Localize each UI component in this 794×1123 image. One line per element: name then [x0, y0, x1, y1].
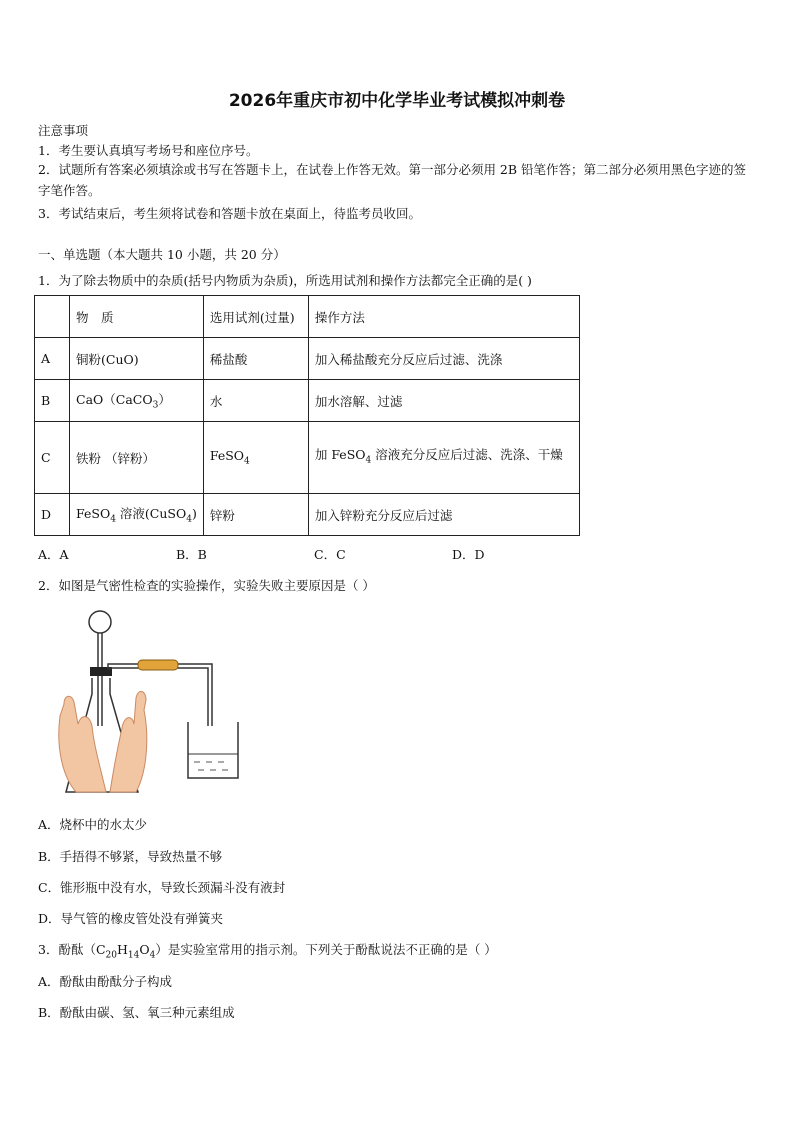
page-title: 2026年重庆市初中化学毕业考试模拟冲刺卷: [228, 91, 566, 111]
q2-option-c: C．锥形瓶中没有水，导致长颈漏斗没有液封: [38, 880, 286, 895]
section-heading: 一、单选题（本大题共 10 小题，共 20 分）: [38, 247, 286, 262]
q1-option-d: D．D: [452, 547, 485, 562]
table-row: [35, 494, 580, 536]
apparatus-illustration: [52, 606, 252, 796]
row-method: 加 FeSO$_4$ 溶液充分反应后过滤、洗涤、干燥: [308, 422, 579, 494]
row-reagent: 稀盐酸: [203, 338, 308, 380]
row-substance: 铜粉(CuO): [70, 338, 204, 380]
table-header-cell: 选用试剂(过量): [203, 296, 308, 338]
q2-option-a: A．烧杯中的水太少: [38, 817, 148, 832]
notice-item-2: 2．试题所有答案必须填涂或书写在答题卡上，在试卷上作答无效。第一部分必须用 2B 铅笔作答；第二部分必须用黑色字迹的签字笔作答。: [38, 162, 747, 198]
table-header-cell: 操作方法: [308, 296, 579, 338]
row-method: 加入锌粉充分反应后过滤: [308, 494, 579, 536]
table-row: [35, 422, 580, 494]
row-reagent: 水: [203, 380, 308, 422]
table-header-cell: 物 质: [70, 296, 204, 338]
table-header-cell: [35, 296, 70, 338]
notice-heading: 注意事项: [38, 123, 89, 138]
airtightness-figure: [52, 606, 252, 796]
notice-item-3: 3．考试结束后，考生须将试卷和答题卡放在桌面上，待监考员收回。: [38, 206, 421, 221]
row-substance: CaO（CaCO$_3$）: [70, 380, 204, 422]
row-method: 加入稀盐酸充分反应后过滤、洗涤: [308, 338, 579, 380]
row-substance: FeSO$_4$ 溶液(CuSO$_4$): [70, 494, 204, 536]
table-header-row: [35, 296, 580, 338]
q1-option-c: C．C: [314, 547, 346, 562]
q2-option-b: B．手捂得不够紧，导致热量不够: [38, 849, 223, 864]
table-row: [35, 338, 580, 380]
row-method: 加水溶解、过滤: [308, 380, 579, 422]
row-key: B: [35, 380, 70, 422]
q3-stem: 3．酚酞$(C_{20}H_{14}O_4)$是实验室常用的指示剂。下列关于酚酞说法不正确的是（ ）: [38, 942, 497, 961]
row-substance: 铁粉 （锌粉）: [70, 422, 204, 494]
q3-option-a: A．酚酞由酚酞分子构成: [38, 974, 173, 989]
row-key: D: [35, 494, 70, 536]
row-reagent: FeSO$_4$: [203, 422, 308, 494]
row-reagent: 锌粉: [203, 494, 308, 536]
row-key: C: [35, 422, 70, 494]
q2-stem: 2．如图是气密性检查的实验操作，实验失败主要原因是（ ）: [38, 578, 375, 593]
q1-option-a: A．A: [38, 547, 69, 562]
row-key: A: [35, 338, 70, 380]
q2-option-d: D．导气管的橡皮管处没有弹簧夹: [38, 911, 224, 926]
q3-option-b: B．酚酞由碳、氢、氧三种元素组成: [38, 1005, 235, 1020]
q1-stem: 1．为了除去物质中的杂质(括号内物质为杂质)，所选用试剂和操作方法都完全正确的是( ): [38, 273, 532, 288]
q1-option-b: B．B: [176, 547, 207, 562]
q1-table: [34, 295, 580, 536]
table-row: [35, 380, 580, 422]
notice-item-1: 1．考生要认真填写考场号和座位序号。: [38, 143, 259, 158]
